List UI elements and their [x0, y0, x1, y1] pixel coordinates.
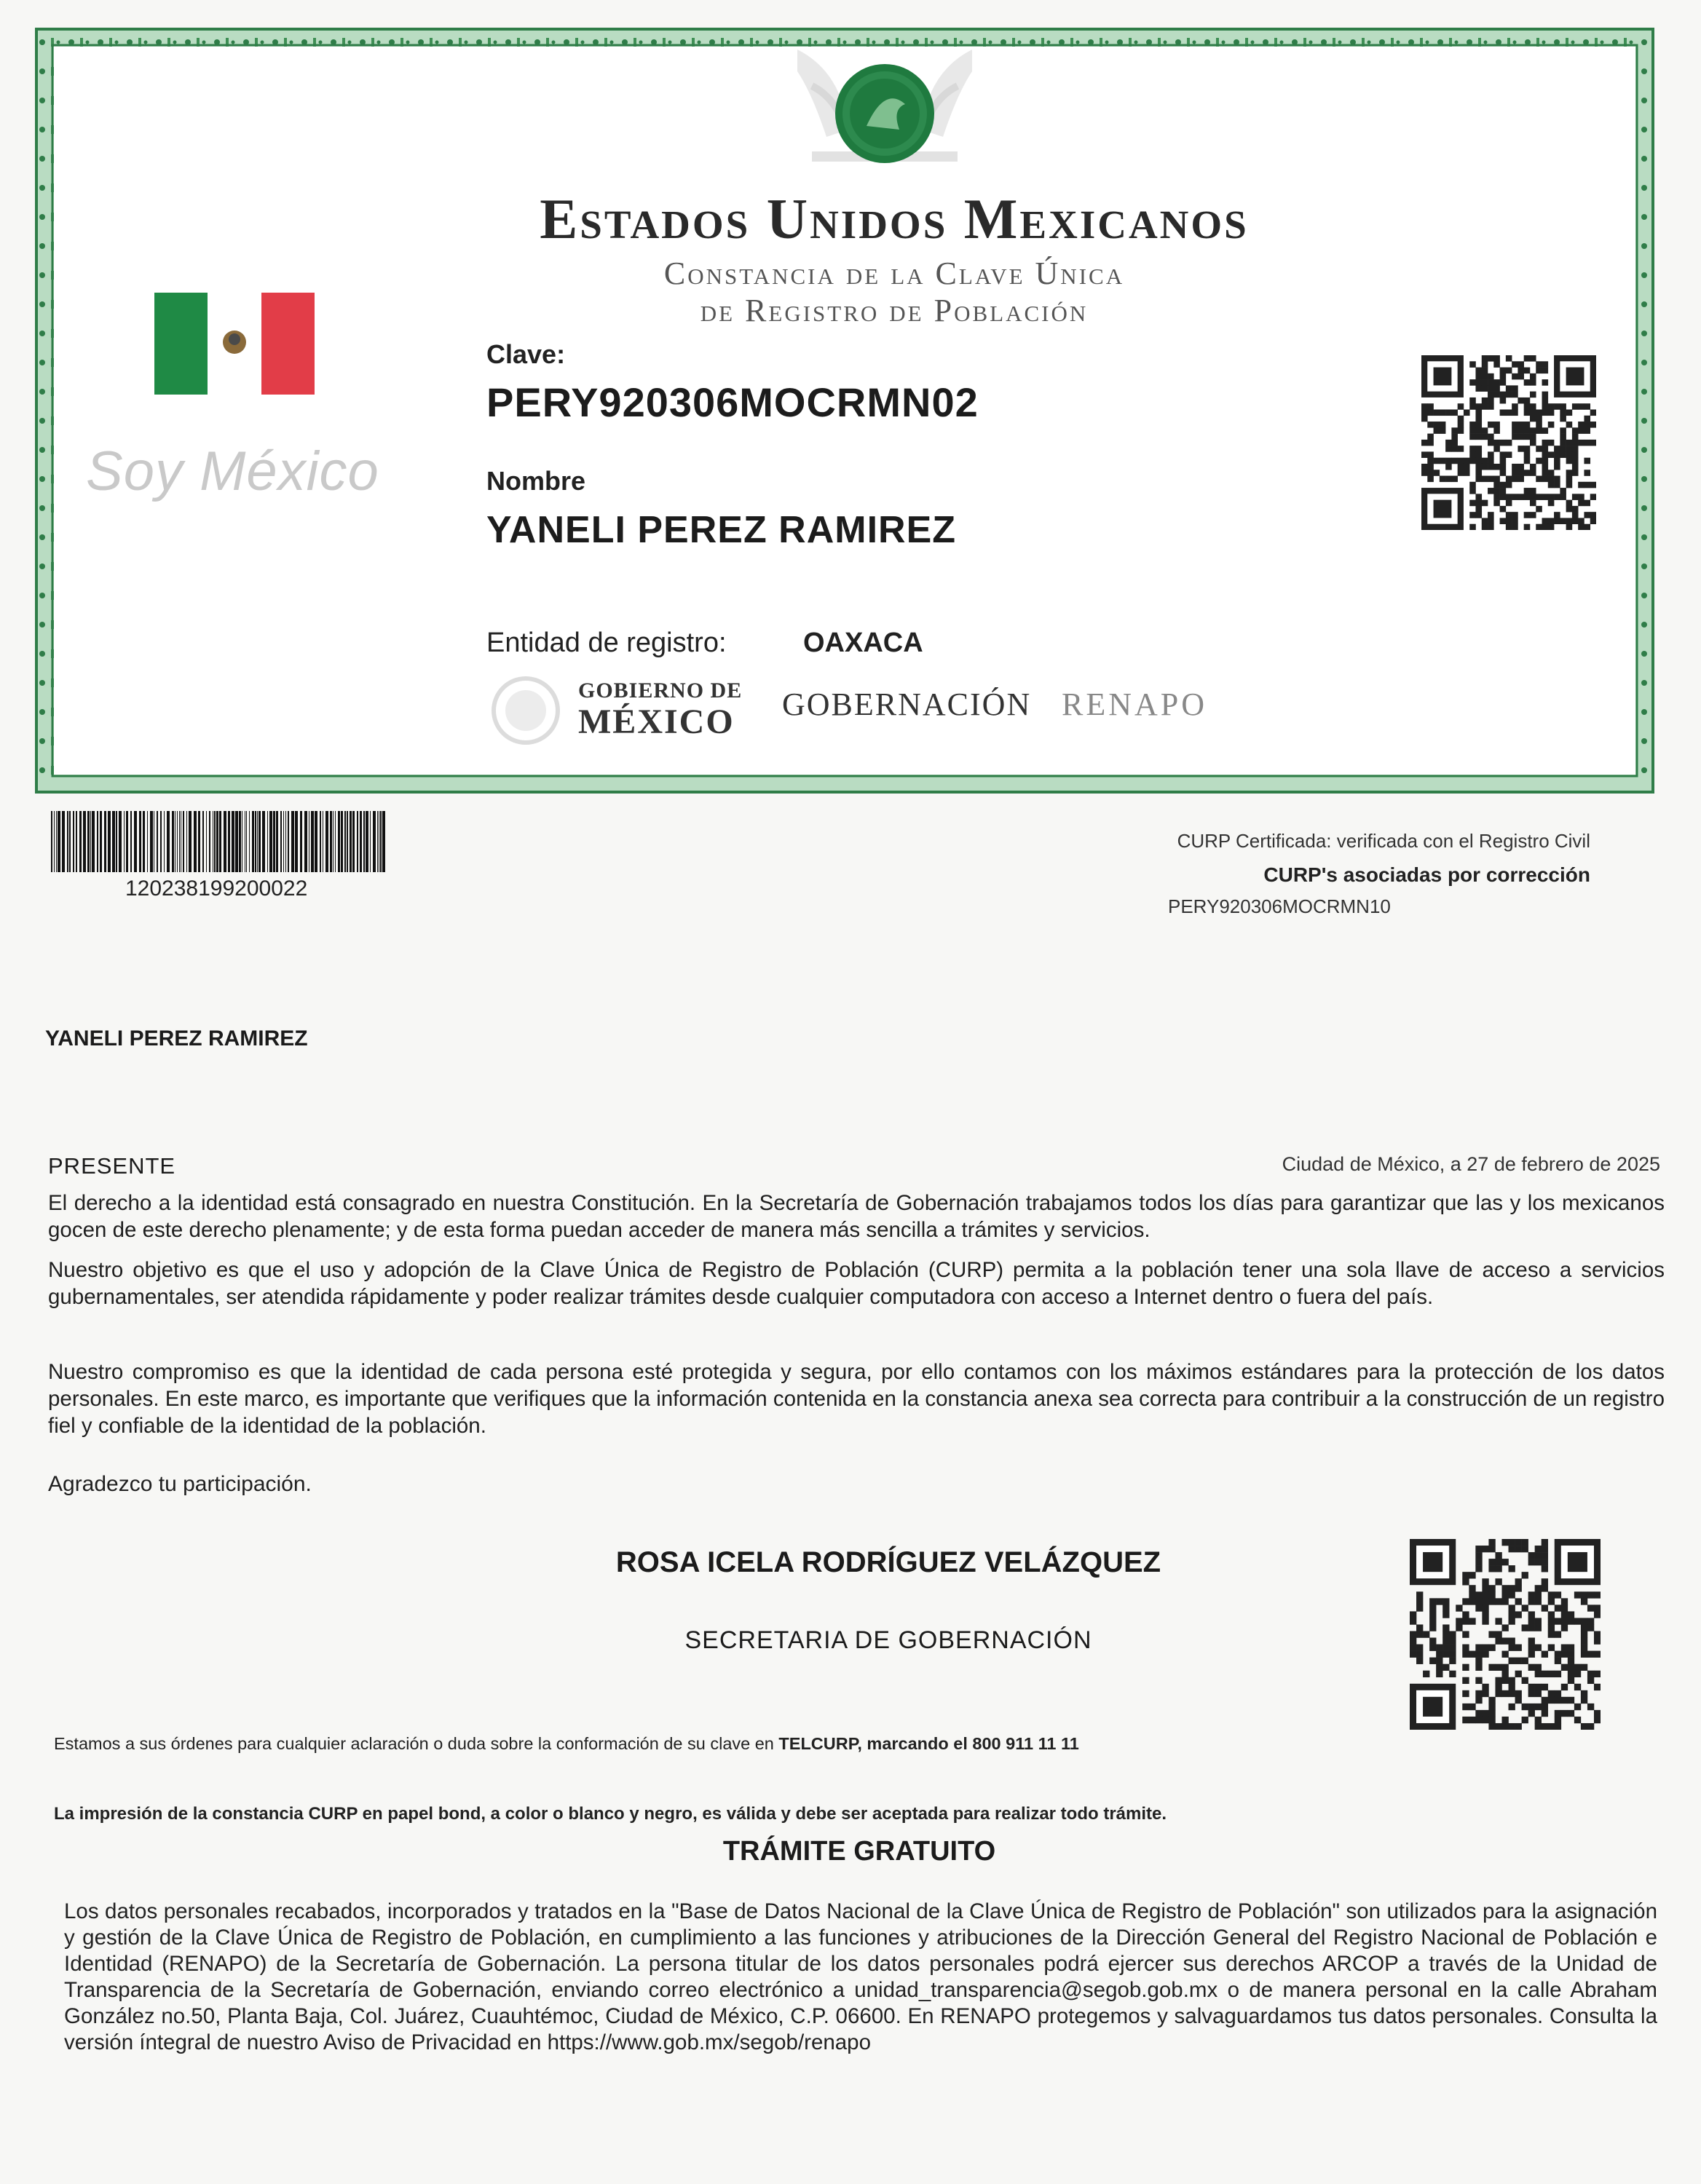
tramite-gratuito-heading: TRÁMITE GRATUITO: [722, 1836, 996, 1867]
gobierno-emblem-icon: [489, 674, 562, 747]
signer-name: ROSA ICELA RODRÍGUEZ VELÁZQUEZ: [615, 1546, 1161, 1578]
telcurp-phone: TELCURP, marcando el 800 911 11 11: [778, 1734, 1079, 1753]
letter-paragraph: Nuestro compromiso es que la identidad de cada persona esté protegida y segura, por ello contamos con los máximos estándares para la protección de los datos personales. En este marco, es importante que verifiques que la información contenida en la constancia anexa sea correcta para contribuir a la construcción de un registro fiel y confiable de la identidad de la población.: [48, 1360, 1665, 1438]
privacy-notice: Los datos personales recabados, incorporados y tratados en la "Base de Datos Nacional de la Clave Única de Registro de Población" son utilizados para la asignación y gestión de la Clave Única de Registro de Población, en cumplimiento a las funciones y atribuciones de la Dirección General del Registro Nacional de Población e Identidad (RENAPO) de la Secretaría de Gobernación. La persona titular de los datos personales podrá ejercer sus derechos ARCOP a través de la Unidad de Transparencia de la Secretaría de Gobernación, enviando correo electrónico a unidad_transparencia@segob.gob.mx o de manera personal en la calle Abraham González no.50, Planta Baja, Col. Juárez, Cuauhtémoc, Ciudad de México, C.P. 06600. En RENAPO protegemos y salvaguardamos tus datos personales. Consulta la versión íntegral de nuestro Aviso de Privacidad en https://www.gob.mx/segob/renapo: [64, 1899, 1657, 2054]
entidad-value: OAXACA: [803, 628, 923, 658]
presente-label: PRESENTE: [48, 1153, 176, 1179]
nombre-label: Nombre: [486, 466, 586, 496]
entidad-label: Entidad de registro:: [486, 628, 727, 658]
mexico-label: MÉXICO: [578, 703, 735, 741]
curp-certificate-card: [35, 28, 1654, 794]
associated-curp-value: PERY920306MOCRMN10: [1168, 895, 1391, 917]
country-title: Estados Unidos Mexicanos: [540, 187, 1249, 250]
clave-value: PERY920306MOCRMN02: [486, 379, 979, 425]
contact-note: [54, 1734, 1510, 1754]
letter-date: Ciudad de México, a 27 de febrero de 2025: [1282, 1153, 1660, 1175]
document-title-line-2: de Registro de Población: [700, 293, 1089, 328]
document-title-line-1: Constancia de la Clave Única: [663, 256, 1125, 291]
qr-code-icon: [1410, 1539, 1601, 1730]
print-validity-note: La impresión de la constancia CURP en papel bond, a color o blanco y negro, es válida y debe ser aceptada para realizar todo trámite.: [54, 1804, 1167, 1824]
qr-code-icon: [1421, 355, 1596, 530]
gobernacion-logo: GOBERNACIÓN: [782, 687, 1032, 722]
nombre-value: YANELI PEREZ RAMIREZ: [486, 509, 957, 551]
letter-paragraph: El derecho a la identidad está consagrado en nuestra Constitución. En la Secretaría de Gobernación trabajamos todos los días para garantizar que las y los mexicanos gocen de este derecho plenamente; y de esta forma puedan acceder de manera más sencilla a trámites y servicios.: [48, 1191, 1665, 1242]
signer-title: SECRETARIA DE GOBERNACIÓN: [684, 1626, 1092, 1654]
soy-mexico-watermark: Soy México: [86, 440, 379, 502]
letter-paragraph: Nuestro objetivo es que el uso y adopción de la Clave Única de Registro de Población (CURP) permita a la población tener una sola llave de acceso a servicios gubernamentales, ser atendida rápidamente y poder realizar trámites desde cualquier computadora con acceso a Internet dentro o fuera del país.: [48, 1258, 1665, 1309]
associated-curp-label: CURP's asociadas por corrección: [1263, 863, 1590, 886]
mexican-flag-icon: [154, 293, 315, 395]
certified-status: CURP Certificada: verificada con el Registro Civil: [1177, 830, 1590, 852]
national-seal-icon: [797, 28, 972, 184]
barcode-number: 120238199200022: [125, 877, 308, 901]
contact-prefix: Estamos a sus órdenes para cualquier aclaración o duda sobre la conformación de su clave en: [54, 1734, 779, 1753]
clave-label: Clave:: [486, 339, 566, 369]
barcode-icon: [50, 811, 387, 872]
gobierno-de-label: GOBIERNO DE: [578, 678, 743, 703]
letter-closing: Agradezco tu participación.: [48, 1472, 312, 1496]
addressee-name: YANELI PEREZ RAMIREZ: [45, 1026, 308, 1051]
renapo-logo: RENAPO: [1062, 687, 1208, 722]
